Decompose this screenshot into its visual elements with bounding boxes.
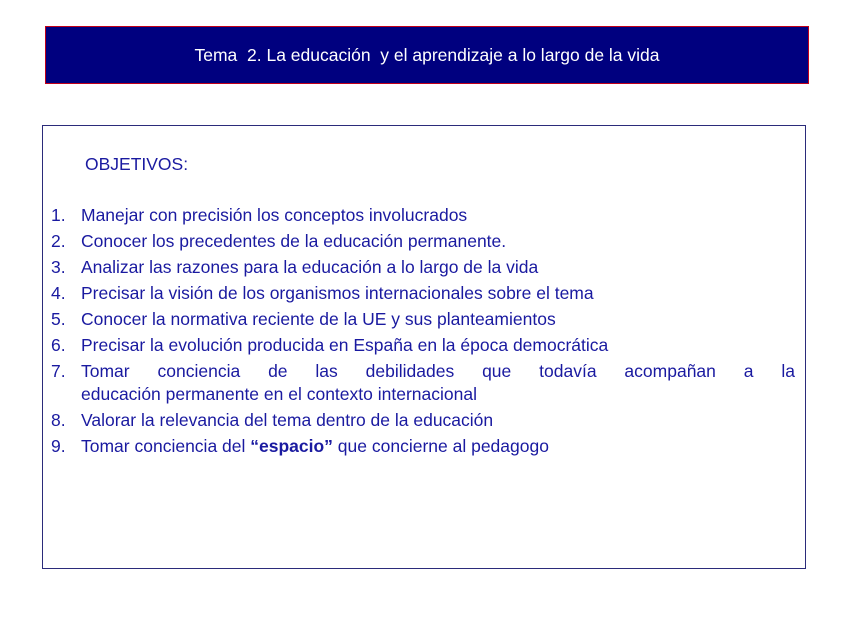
item-number: 7. [51,361,66,381]
item-number: 8. [51,410,66,430]
item-number: 6. [51,335,66,355]
item-text: Valorar la relevancia del tema dentro de la educación [81,410,494,430]
item-text: Analizar las razones para la educación a lo largo de la vida [81,257,539,277]
list-item [43,334,795,357]
item-text: Precisar la visión de los organismos internacionales sobre el tema [81,283,594,303]
page-title: Tema 2. La educación y el aprendizaje a lo largo de la vida [194,44,660,65]
list-item [43,204,795,227]
item-number: 1. [51,205,66,225]
item-text: Conocer la normativa reciente de la UE y sus planteamientos [81,309,556,329]
list-item [43,409,795,432]
list-item [43,230,795,253]
item-text-before: Tomar conciencia del [81,436,251,456]
item-text-line1: Tomar conciencia de las debilidades que todavía acompañan a la [81,361,795,381]
item-text-after: que concierne al pedagogo [332,436,549,456]
objectives-box [42,125,806,569]
objectives-list [43,204,795,461]
item-text: Precisar la evolución producida en España en la época democrática [81,335,609,355]
item-text: Conocer los precedentes de la educación permanente. [81,231,507,251]
item-text-emphasis: “espacio” [250,436,333,456]
list-item [43,282,795,305]
list-item [43,256,795,279]
title-bar [45,26,809,84]
item-number: 2. [51,231,66,251]
list-item [43,435,795,458]
item-text-line2: educación permanente en el contexto internacional [81,384,477,404]
item-number: 9. [51,436,66,456]
list-item [43,360,795,406]
objectives-heading: OBJETIVOS: [85,154,189,174]
item-number: 5. [51,309,66,329]
list-item [43,308,795,331]
item-text: Manejar con precisión los conceptos involucrados [81,205,468,225]
item-number: 4. [51,283,66,303]
item-number: 3. [51,257,66,277]
